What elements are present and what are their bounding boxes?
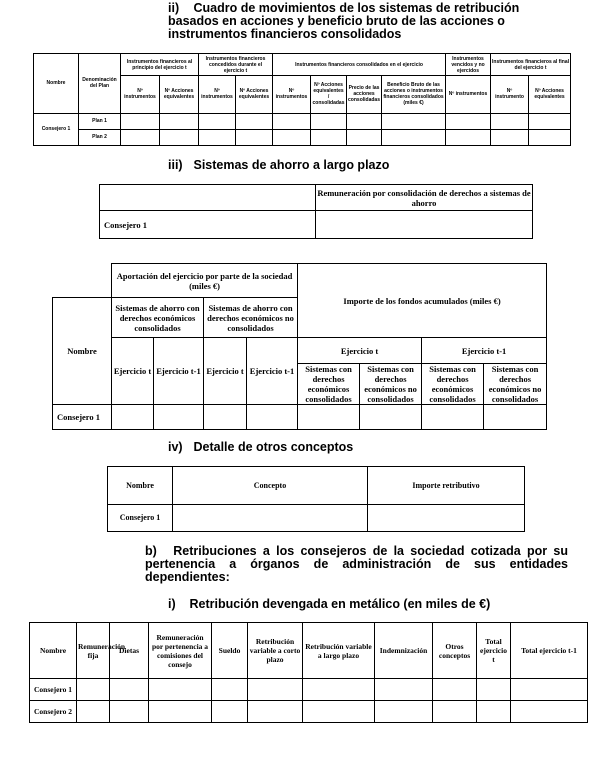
col-concepto: Concepto (173, 467, 368, 505)
col-nombre: Nombre (30, 623, 77, 679)
header-ejercicio-t1: Ejercicio t-1 (247, 338, 298, 405)
row-consejero-1: Consejero 1 (108, 505, 173, 532)
col-variable-largo: Retribución variable a largo plazo (303, 623, 375, 679)
heading-iv (168, 441, 548, 454)
header-ejercicio-t: Ejercicio t (112, 338, 154, 405)
heading-iii-number: iii) (168, 158, 183, 172)
heading-i-text: Retribución devengada en metálico (en miles de €) (189, 597, 491, 611)
sub-header: Nº instrumentos (446, 76, 491, 113)
col-importe-retributivo: Importe retributivo (368, 467, 525, 505)
col-dietas: Dietas (110, 623, 149, 679)
heading-ii-number: ii) (168, 1, 180, 15)
header-fondos-ejercicio-t1: Ejercicio t-1 (422, 338, 547, 364)
header-ejercicio-t: Ejercicio t (204, 338, 247, 405)
sub-header: Nº Acciones equivalentes (529, 76, 571, 113)
table-metalico (29, 622, 588, 723)
sub-consolidados: Sistemas con derechos económicos consolidados (298, 364, 360, 405)
group-concedidos: Instrumentos financieros concedidos durante el ejercicio t (199, 54, 273, 76)
heading-ii (168, 2, 548, 41)
plan-label: Plan 2 (79, 129, 121, 145)
heading-i-number: i) (168, 597, 176, 611)
col-otros-conceptos: Otros conceptos (433, 623, 477, 679)
heading-iv-text: Detalle de otros conceptos (193, 440, 354, 454)
row-consejero-1: Consejero 1 (53, 405, 112, 430)
header-importe-fondos: Importe de los fondos acumulados (miles €) (298, 264, 547, 338)
col-sueldo: Sueldo (212, 623, 248, 679)
col-remuneracion-comisiones: Remuneración por pertenencia a comisiones del consejo (149, 623, 212, 679)
col-variable-corto: Retribución variable a corto plazo (248, 623, 303, 679)
col-remuneracion-fija: Remuneración fija (77, 623, 110, 679)
heading-iii (168, 159, 548, 172)
row-consejero-1: Consejero 1 (30, 679, 77, 701)
sub-header: Precio de las acciones consolidadas (347, 76, 382, 113)
sub-header: Beneficio Bruto de las acciones o instrumentos financieros consolidados (miles €) (382, 76, 446, 113)
heading-ii-text: Cuadro de movimientos de los sistemas de retribución basados en acciones y beneficio bruto de las acciones o instrumentos financieros consolidados (168, 1, 520, 41)
plan-label: Plan 1 (79, 113, 121, 129)
heading-iii-text: Sistemas de ahorro a largo plazo (193, 158, 390, 172)
col-indemnizacion: Indemnización (375, 623, 433, 679)
header-sistemas-consolidados: Sistemas de ahorro con derechos económicos consolidados (112, 298, 204, 338)
header-aportacion: Aportación del ejercicio por parte de la sociedad (miles €) (112, 264, 298, 298)
col-nombre: Nombre (108, 467, 173, 505)
table-ahorro (99, 184, 533, 239)
sub-header: Nº Acciones equivalentes (236, 76, 273, 113)
col-nombre: Nombre (34, 54, 79, 114)
sub-header: Nº instrumentos (121, 76, 160, 113)
header-fondos-ejercicio-t: Ejercicio t (298, 338, 422, 364)
heading-i (168, 598, 548, 611)
heading-b-number: b) (145, 544, 157, 558)
header-sistemas-no-consolidados: Sistemas de ahorro con derechos económicos no consolidados (204, 298, 298, 338)
row-consejero-1: Consejero 1 (100, 211, 316, 239)
group-final: Instrumentos financieros al final del ejercicio t (491, 54, 571, 76)
sub-header: Nº Acciones equivalentes / consolidadas (311, 76, 347, 113)
sub-consolidados: Sistemas con derechos económicos consolidados (422, 364, 484, 405)
table-aportacion (52, 263, 547, 430)
sub-header: Nº instrumentos (273, 76, 311, 113)
sub-header: Nº instrumento (491, 76, 529, 113)
sub-no-consolidados: Sistemas con derechos económicos no consolidados (360, 364, 422, 405)
group-vencidos: Instrumentos vencidos y no ejercidos (446, 54, 491, 76)
sub-no-consolidados: Sistemas con derechos económicos no consolidados (484, 364, 547, 405)
heading-b-text: Retribuciones a los consejeros de la sociedad cotizada por su pertenencia a órganos de administración de sus entidades dependientes: (145, 544, 568, 584)
heading-iv-number: iv) (168, 440, 183, 454)
heading-b (145, 545, 568, 584)
header-ejercicio-t1: Ejercicio t-1 (154, 338, 204, 405)
col-denominacion: Denominación del Plan (79, 54, 121, 114)
row-consejero-1: Consejero 1 (34, 113, 79, 145)
header-remuneracion-consolidacion: Remuneración por consolidación de derechos a sistemas de ahorro (316, 185, 533, 211)
sub-header: Nº Acciones equivalentes (160, 76, 199, 113)
col-total-t1: Total ejercicio t-1 (511, 623, 588, 679)
col-total-t: Total ejercicio t (477, 623, 511, 679)
group-consolidados: Instrumentos financieros consolidados en el ejercicio (273, 54, 446, 76)
group-principio: Instrumentos financieros al principio del ejercicio t (121, 54, 199, 76)
row-consejero-2: Consejero 2 (30, 701, 77, 723)
table-otros-conceptos (107, 466, 525, 532)
sub-header: Nº instrumentos (199, 76, 236, 113)
col-nombre: Nombre (53, 298, 112, 405)
table-acciones (33, 53, 571, 146)
